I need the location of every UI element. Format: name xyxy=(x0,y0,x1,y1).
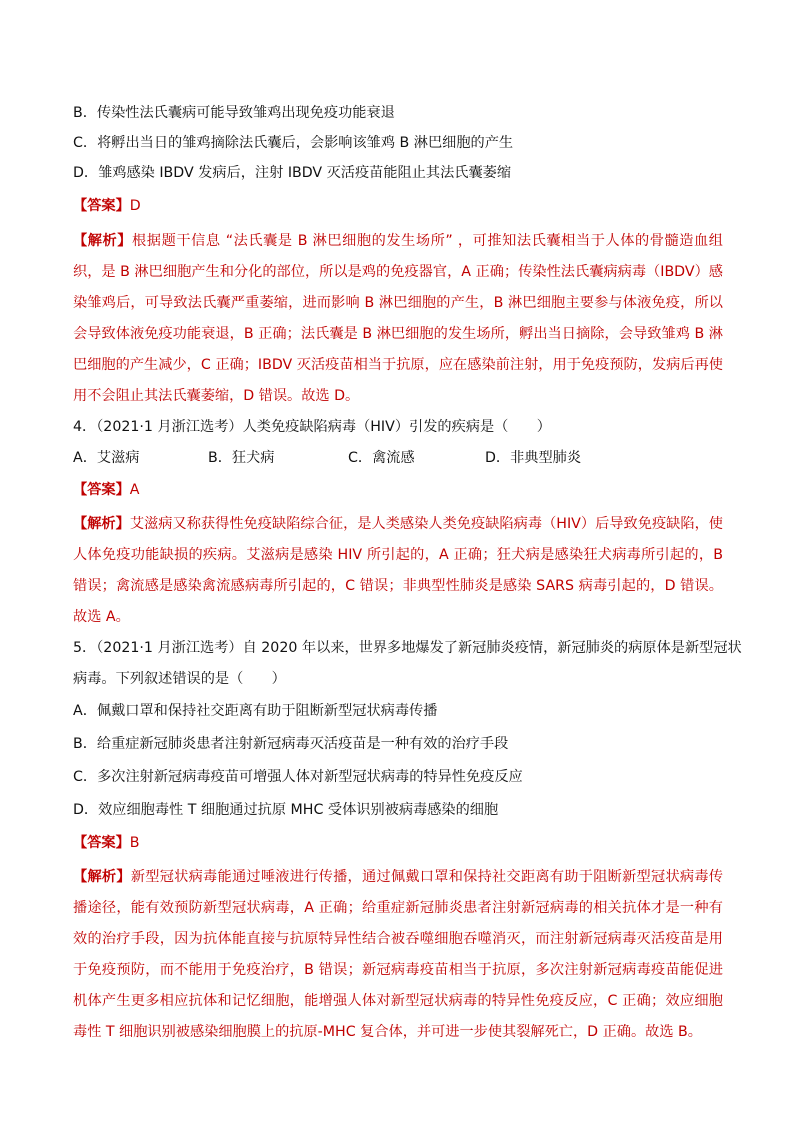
q4-option-d: D．非典型肺炎 xyxy=(485,450,582,466)
q4-title: 4．（2021·1 月浙江选考）人类免疫缺陷病毒（HIV）引发的疾病是（ ） xyxy=(73,419,551,435)
q3-answer xyxy=(73,190,723,223)
q5-option-d: D．效应细胞毒性 T 细胞通过抗原 MHC 受体识别被病毒感染的细胞 xyxy=(73,802,499,818)
q5-answer-value: B xyxy=(129,835,140,851)
q3-option-d: D．雏鸡感染 IBDV 发病后，注射 IBDV 灭活疫苗能阻止其法氏囊萎缩 xyxy=(73,165,512,181)
q4-answer-value: A xyxy=(129,482,140,498)
q3-option-b: B．传染性法氏囊病可能导致雏鸡出现免疫功能衰退 xyxy=(73,105,395,121)
q5-explanation xyxy=(73,862,723,1048)
q3-explanation-text: 根据题干信息 “法氏囊是 B 淋巴细胞的发生场所” ，可推知法氏囊相当于人体的骨髓造血组织，是 B 淋巴细胞产生和分化的部位，所以是鸡的免疫器官，A 正确；传染性法氏囊病病毒（IBDV）感染雏鸡后，可导致法氏囊严重萎缩，进而影响 B 淋巴细胞的产生，B 淋巴细胞主要参与体液免疫，所以会导致体液免疫功能衰退，B 正确；法氏囊是 B 淋巴细胞的发生场所，孵出当日摘除，会导致雏鸡 B 淋巴细胞的产生减少，C 正确；IBDV 灭活疫苗相当于抗原，应在感染前注射，用于免疫预防，发病后再使用不会阻止其法氏囊萎缩，D 错误。故选 D。 xyxy=(73,233,723,404)
q4-option-c: C．禽流感 xyxy=(348,450,415,466)
q5-title-line1: 5．（2021·1 月浙江选考）自 2020 年以来，世界多地爆发了新冠肺炎疫情，新冠肺炎的病原体是新型冠状 xyxy=(73,640,742,656)
q5-option-c: C．多次注射新冠病毒疫苗可增强人体对新型冠状病毒的特异性免疫反应 xyxy=(73,769,523,785)
q3-explanation xyxy=(73,226,723,412)
q4-options xyxy=(73,443,723,474)
q3-answer-tag: 【答案】 xyxy=(73,198,130,214)
document-content xyxy=(73,101,742,1048)
q5-answer xyxy=(73,827,723,860)
q5-option-a: A．佩戴口罩和保持社交距离有助于阻断新型冠状病毒传播 xyxy=(73,703,438,719)
q4-answer xyxy=(73,474,723,507)
q4-option-a: A．艾滋病 xyxy=(73,450,140,466)
q4-explanation-text: 艾滋病又称获得性免疫缺陷综合征，是人类感染人类免疫缺陷病毒（HIV）后导致免疫缺陷，使人体免疫功能缺损的疾病。艾滋病是感染 HIV 所引起的，A 正确；狂犬病是感染狂犬病毒所引起的，B 错误；禽流感是感染禽流感病毒所引起的，C 错误；非典型性肺炎是感染 SARS 病毒引起的，D 错误。故选 A。 xyxy=(73,516,723,625)
q4-explanation-tag: 【解析】 xyxy=(73,516,130,532)
q3-explanation-tag: 【解析】 xyxy=(73,233,133,249)
q5-explanation-tag: 【解析】 xyxy=(73,869,131,885)
q5-explanation-text: 新型冠状病毒能通过唾液进行传播，通过佩戴口罩和保持社交距离有助于阻断新型冠状病毒传播途径，能有效预防新型冠状病毒，A 正确；给重症新冠肺炎患者注射新冠病毒的相关抗体才是一种有效的治疗手段，因为抗体能直接与抗原特异性结合被吞噬细胞吞噬消灭，而注射新冠病毒灭活疫苗是用于免疫预防，而不能用于免疫治疗，B 错误；新冠病毒疫苗相当于抗原，多次注射新冠病毒疫苗能促进机体产生更多相应抗体和记忆细胞，能增强人体对新型冠状病毒的特异性免疫反应，C 正确；效应细胞毒性 T 细胞识别被感染细胞膜上的抗原-MHC 复合体，并可进一步使其裂解死亡，D 正确。故选 B。 xyxy=(73,869,723,1040)
q5-title-line2: 病毒。下列叙述错误的是（ ） xyxy=(73,671,286,687)
q4-answer-tag: 【答案】 xyxy=(73,482,130,498)
q4-explanation xyxy=(73,509,723,633)
q5-option-b: B．给重症新冠肺炎患者注射新冠病毒灭活疫苗是一种有效的治疗手段 xyxy=(73,736,509,752)
q5-answer-tag: 【答案】 xyxy=(73,835,130,851)
q3-option-c: C．将孵出当日的雏鸡摘除法氏囊后，会影响该雏鸡 B 淋巴细胞的产生 xyxy=(73,135,514,151)
q3-answer-value: D xyxy=(129,198,141,214)
q4-option-b: B．狂犬病 xyxy=(208,450,275,466)
